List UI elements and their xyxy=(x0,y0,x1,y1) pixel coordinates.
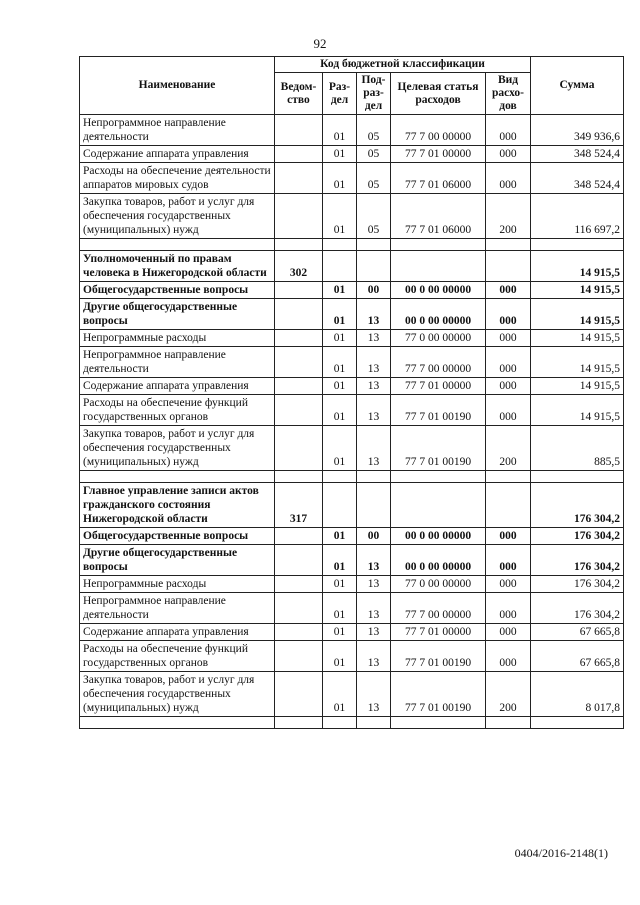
cell-vedomstvo xyxy=(275,282,323,299)
cell-sum: 14 915,5 xyxy=(531,299,624,330)
cell-target: 00 0 00 00000 xyxy=(391,282,486,299)
cell-sum: 67 665,8 xyxy=(531,624,624,641)
table-row xyxy=(80,347,624,378)
spacer-cell xyxy=(323,239,357,251)
header-razdel: Раз-дел xyxy=(323,73,357,115)
spacer-cell xyxy=(391,239,486,251)
cell-podrazdel: 13 xyxy=(357,672,391,717)
cell-name: Непрограммные расходы xyxy=(80,576,275,593)
spacer-cell xyxy=(323,717,357,729)
header-podrazdel: Под-раз-дел xyxy=(357,73,391,115)
cell-name: Уполномоченный по правам человека в Нижегородской области xyxy=(80,251,275,282)
cell-vedomstvo xyxy=(275,194,323,239)
cell-vid: 000 xyxy=(486,545,531,576)
cell-razdel: 01 xyxy=(323,347,357,378)
table-row xyxy=(80,330,624,347)
cell-vid: 000 xyxy=(486,395,531,426)
spacer-cell xyxy=(275,239,323,251)
cell-vid xyxy=(486,251,531,282)
cell-name: Расходы на обеспечение функций государственных органов xyxy=(80,641,275,672)
spacer-cell xyxy=(357,471,391,483)
spacer-cell xyxy=(531,471,624,483)
cell-vid: 000 xyxy=(486,282,531,299)
cell-razdel: 01 xyxy=(323,641,357,672)
cell-razdel: 01 xyxy=(323,163,357,194)
table-row xyxy=(80,163,624,194)
header-target: Целевая статья расходов xyxy=(391,73,486,115)
cell-razdel: 01 xyxy=(323,194,357,239)
cell-razdel: 01 xyxy=(323,624,357,641)
cell-vedomstvo xyxy=(275,672,323,717)
cell-target: 77 7 00 00000 xyxy=(391,593,486,624)
cell-vid: 000 xyxy=(486,146,531,163)
cell-podrazdel: 05 xyxy=(357,163,391,194)
cell-sum: 885,5 xyxy=(531,426,624,471)
table-row xyxy=(80,641,624,672)
cell-vedomstvo xyxy=(275,146,323,163)
cell-name: Непрограммные расходы xyxy=(80,330,275,347)
cell-vedomstvo: 317 xyxy=(275,483,323,528)
cell-podrazdel: 13 xyxy=(357,593,391,624)
header-name: Наименование xyxy=(80,57,275,115)
cell-sum: 176 304,2 xyxy=(531,576,624,593)
cell-vid: 000 xyxy=(486,624,531,641)
spacer-cell xyxy=(391,471,486,483)
cell-podrazdel: 13 xyxy=(357,347,391,378)
cell-target: 00 0 00 00000 xyxy=(391,528,486,545)
spacer-row xyxy=(80,471,624,483)
cell-name: Закупка товаров, работ и услуг для обеспечения государственных (муниципальных) нужд xyxy=(80,194,275,239)
cell-sum: 176 304,2 xyxy=(531,528,624,545)
cell-sum: 14 915,5 xyxy=(531,251,624,282)
spacer-cell xyxy=(275,717,323,729)
table-row xyxy=(80,395,624,426)
cell-vid: 200 xyxy=(486,426,531,471)
cell-podrazdel: 13 xyxy=(357,641,391,672)
cell-sum: 14 915,5 xyxy=(531,395,624,426)
table-body xyxy=(80,115,624,729)
cell-target: 00 0 00 00000 xyxy=(391,545,486,576)
cell-podrazdel: 13 xyxy=(357,545,391,576)
header-row-top xyxy=(80,57,624,73)
cell-podrazdel: 00 xyxy=(357,528,391,545)
cell-target: 77 7 01 00190 xyxy=(391,395,486,426)
spacer-cell xyxy=(80,471,275,483)
cell-podrazdel: 13 xyxy=(357,378,391,395)
cell-podrazdel: 13 xyxy=(357,426,391,471)
cell-vid: 000 xyxy=(486,378,531,395)
cell-vid: 000 xyxy=(486,576,531,593)
cell-razdel: 01 xyxy=(323,146,357,163)
cell-razdel: 01 xyxy=(323,576,357,593)
cell-vid: 000 xyxy=(486,347,531,378)
cell-vedomstvo xyxy=(275,299,323,330)
cell-sum: 349 936,6 xyxy=(531,115,624,146)
spacer-cell xyxy=(486,471,531,483)
cell-vid: 000 xyxy=(486,115,531,146)
header-vid: Вид расхо-дов xyxy=(486,73,531,115)
cell-podrazdel: 13 xyxy=(357,576,391,593)
cell-target: 77 7 01 00190 xyxy=(391,641,486,672)
cell-name: Общегосударственные вопросы xyxy=(80,528,275,545)
cell-name: Расходы на обеспечение деятельности аппаратов мировых судов xyxy=(80,163,275,194)
cell-vid: 000 xyxy=(486,593,531,624)
cell-name: Содержание аппарата управления xyxy=(80,146,275,163)
cell-razdel: 01 xyxy=(323,282,357,299)
table-row xyxy=(80,282,624,299)
cell-vid: 000 xyxy=(486,641,531,672)
cell-vedomstvo xyxy=(275,163,323,194)
cell-target: 77 7 01 06000 xyxy=(391,163,486,194)
cell-razdel: 01 xyxy=(323,672,357,717)
cell-target: 77 0 00 00000 xyxy=(391,576,486,593)
cell-target: 77 7 01 00000 xyxy=(391,378,486,395)
cell-podrazdel: 05 xyxy=(357,115,391,146)
cell-sum: 176 304,2 xyxy=(531,483,624,528)
cell-name: Непрограммное направление деятельности xyxy=(80,115,275,146)
cell-podrazdel: 00 xyxy=(357,282,391,299)
cell-sum: 14 915,5 xyxy=(531,378,624,395)
page-number: 92 xyxy=(313,36,327,51)
header-code-group: Код бюджетной классификации xyxy=(275,57,531,73)
cell-target xyxy=(391,483,486,528)
spacer-cell xyxy=(80,239,275,251)
cell-vedomstvo xyxy=(275,593,323,624)
cell-sum: 14 915,5 xyxy=(531,347,624,378)
cell-sum: 67 665,8 xyxy=(531,641,624,672)
cell-target: 77 7 01 00190 xyxy=(391,426,486,471)
table-row xyxy=(80,299,624,330)
cell-razdel xyxy=(323,483,357,528)
spacer-cell xyxy=(486,717,531,729)
document-code: 0404/2016-2148(1) xyxy=(514,846,608,860)
cell-target: 77 7 01 00000 xyxy=(391,624,486,641)
table-row xyxy=(80,576,624,593)
cell-vedomstvo: 302 xyxy=(275,251,323,282)
cell-vedomstvo xyxy=(275,426,323,471)
cell-vedomstvo xyxy=(275,378,323,395)
cell-vedomstvo xyxy=(275,330,323,347)
cell-name: Главное управление записи актов гражданского состояния Нижегородской области xyxy=(80,483,275,528)
cell-vid: 000 xyxy=(486,299,531,330)
budget-table xyxy=(79,56,624,729)
cell-razdel: 01 xyxy=(323,330,357,347)
cell-name: Другие общегосударственные вопросы xyxy=(80,299,275,330)
cell-podrazdel: 05 xyxy=(357,146,391,163)
cell-razdel: 01 xyxy=(323,395,357,426)
cell-name: Непрограммное направление деятельности xyxy=(80,347,275,378)
table-row xyxy=(80,593,624,624)
cell-name: Общегосударственные вопросы xyxy=(80,282,275,299)
table-row xyxy=(80,378,624,395)
spacer-cell xyxy=(80,717,275,729)
cell-sum: 8 017,8 xyxy=(531,672,624,717)
cell-sum: 14 915,5 xyxy=(531,282,624,299)
spacer-cell xyxy=(531,717,624,729)
header-vedomstvo: Ведом-ство xyxy=(275,73,323,115)
cell-sum: 348 524,4 xyxy=(531,163,624,194)
spacer-cell xyxy=(357,717,391,729)
cell-target: 77 7 01 00190 xyxy=(391,672,486,717)
table-row xyxy=(80,115,624,146)
cell-target: 77 7 00 00000 xyxy=(391,115,486,146)
cell-name: Другие общегосударственные вопросы xyxy=(80,545,275,576)
spacer-cell xyxy=(323,471,357,483)
cell-podrazdel: 13 xyxy=(357,330,391,347)
cell-razdel: 01 xyxy=(323,115,357,146)
cell-name: Содержание аппарата управления xyxy=(80,378,275,395)
cell-vid: 000 xyxy=(486,163,531,194)
cell-target: 77 7 01 06000 xyxy=(391,194,486,239)
cell-vid: 200 xyxy=(486,672,531,717)
cell-podrazdel: 13 xyxy=(357,395,391,426)
spacer-cell xyxy=(486,239,531,251)
cell-vedomstvo xyxy=(275,347,323,378)
cell-sum: 116 697,2 xyxy=(531,194,624,239)
cell-target xyxy=(391,251,486,282)
spacer-cell xyxy=(391,717,486,729)
header-sum: Сумма xyxy=(531,57,624,115)
cell-name: Закупка товаров, работ и услуг для обеспечения государственных (муниципальных) нужд xyxy=(80,426,275,471)
table-row xyxy=(80,672,624,717)
table-row xyxy=(80,194,624,239)
cell-target: 77 7 00 00000 xyxy=(391,347,486,378)
cell-target: 77 7 01 00000 xyxy=(391,146,486,163)
cell-razdel: 01 xyxy=(323,593,357,624)
cell-razdel: 01 xyxy=(323,378,357,395)
spacer-row xyxy=(80,239,624,251)
cell-name: Непрограммное направление деятельности xyxy=(80,593,275,624)
cell-vid: 000 xyxy=(486,330,531,347)
cell-name: Закупка товаров, работ и услуг для обеспечения государственных (муниципальных) нужд xyxy=(80,672,275,717)
cell-razdel: 01 xyxy=(323,426,357,471)
cell-vedomstvo xyxy=(275,624,323,641)
cell-vid: 200 xyxy=(486,194,531,239)
table-row xyxy=(80,251,624,282)
cell-vedomstvo xyxy=(275,641,323,672)
cell-vid: 000 xyxy=(486,528,531,545)
spacer-cell xyxy=(531,239,624,251)
cell-name: Расходы на обеспечение функций государственных органов xyxy=(80,395,275,426)
cell-vedomstvo xyxy=(275,576,323,593)
cell-vid xyxy=(486,483,531,528)
cell-vedomstvo xyxy=(275,115,323,146)
table-row xyxy=(80,483,624,528)
cell-podrazdel: 13 xyxy=(357,299,391,330)
cell-sum: 176 304,2 xyxy=(531,545,624,576)
cell-razdel: 01 xyxy=(323,528,357,545)
cell-razdel: 01 xyxy=(323,299,357,330)
cell-podrazdel xyxy=(357,251,391,282)
cell-vedomstvo xyxy=(275,545,323,576)
cell-vedomstvo xyxy=(275,528,323,545)
cell-podrazdel: 13 xyxy=(357,624,391,641)
spacer-row xyxy=(80,717,624,729)
cell-podrazdel xyxy=(357,483,391,528)
cell-sum: 176 304,2 xyxy=(531,593,624,624)
spacer-cell xyxy=(275,471,323,483)
table-row xyxy=(80,545,624,576)
cell-podrazdel: 05 xyxy=(357,194,391,239)
cell-target: 00 0 00 00000 xyxy=(391,299,486,330)
cell-razdel: 01 xyxy=(323,545,357,576)
cell-name: Содержание аппарата управления xyxy=(80,624,275,641)
table-row xyxy=(80,528,624,545)
table-row xyxy=(80,624,624,641)
table-row xyxy=(80,426,624,471)
cell-razdel xyxy=(323,251,357,282)
cell-target: 77 0 00 00000 xyxy=(391,330,486,347)
cell-sum: 14 915,5 xyxy=(531,330,624,347)
table-row xyxy=(80,146,624,163)
cell-sum: 348 524,4 xyxy=(531,146,624,163)
cell-vedomstvo xyxy=(275,395,323,426)
spacer-cell xyxy=(357,239,391,251)
